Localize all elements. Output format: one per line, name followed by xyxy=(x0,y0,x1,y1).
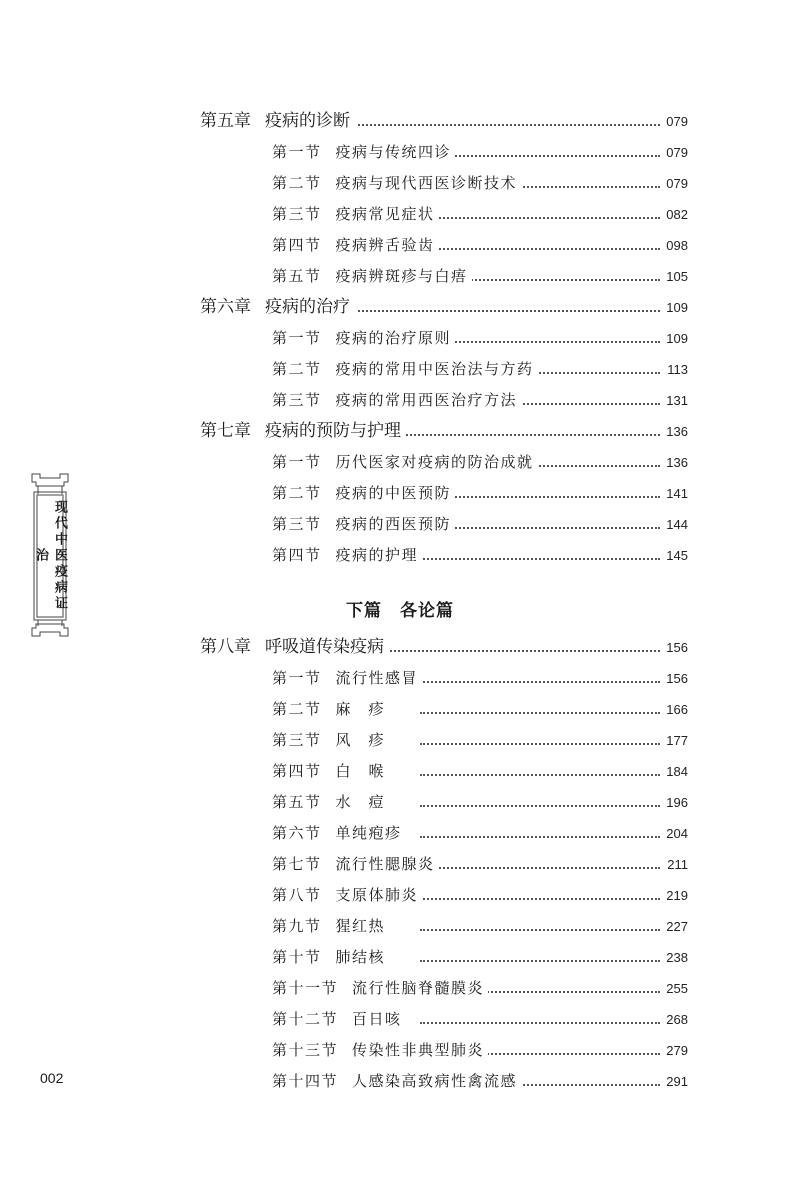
toc-leader-dots xyxy=(420,836,660,838)
toc-entry-title: 流行性脑脊髓膜炎 xyxy=(352,979,485,997)
toc-entry-title: 疫病辨斑疹与白痦 xyxy=(335,267,468,285)
toc-page-number: 211 xyxy=(663,852,688,876)
toc-page-number: 113 xyxy=(663,357,688,381)
toc-entry-number: 第四节 xyxy=(272,546,322,564)
toc-entry-title: 疫病的常用中医治法与方药 xyxy=(335,360,534,378)
toc-page-number: 098 xyxy=(662,233,688,257)
toc-entry-label xyxy=(272,945,389,969)
toc-entry-label xyxy=(200,295,354,319)
toc-entry-number: 第三节 xyxy=(272,391,322,409)
toc-entry-title: 疫病与现代西医诊断技术 xyxy=(335,174,518,192)
toc-leader-dots xyxy=(420,496,660,498)
toc-page-number: 136 xyxy=(662,419,688,443)
toc-entry-title: 疫病常见症状 xyxy=(335,205,435,223)
toc-entry-number: 第十节 xyxy=(272,948,322,966)
toc-leader-dots xyxy=(420,558,660,560)
toc-section-row xyxy=(0,976,800,1000)
toc-page-number: 204 xyxy=(662,821,688,845)
toc-entry-label xyxy=(272,140,455,164)
toc-section-row xyxy=(0,1069,800,1093)
toc-entry-label xyxy=(272,1069,521,1093)
toc-section-row xyxy=(0,666,800,690)
toc-entry-label xyxy=(272,450,538,474)
toc-page-number: 156 xyxy=(662,635,688,659)
toc-entry-title: 疫病与传统四诊 xyxy=(335,143,452,161)
toc-leader-dots xyxy=(420,155,660,157)
toc-page-number: 136 xyxy=(662,450,688,474)
toc-leader-dots xyxy=(420,867,660,869)
toc-entry-title: 风 疹 xyxy=(335,731,386,749)
toc-entry-number: 第十三节 xyxy=(272,1041,339,1059)
part-subtitle: 各论篇 xyxy=(400,601,454,621)
toc-entry-number: 第二节 xyxy=(272,484,322,502)
toc-entry-number: 第一节 xyxy=(272,669,322,687)
toc-chapter-row xyxy=(0,295,800,319)
toc-page-number: 145 xyxy=(662,543,688,567)
toc-entry-label xyxy=(200,419,405,443)
toc-entry-label xyxy=(272,666,422,690)
toc-entry-number: 第八节 xyxy=(272,886,322,904)
toc-entry-label xyxy=(272,852,439,876)
toc-entry-number: 第一节 xyxy=(272,329,322,347)
toc-entry-title: 流行性感冒 xyxy=(335,669,419,687)
toc-entry-title: 百日咳 xyxy=(352,1010,402,1028)
toc-leader-dots xyxy=(358,124,660,126)
toc-leader-dots xyxy=(420,217,660,219)
toc-entry-number: 第二节 xyxy=(272,360,322,378)
toc-page-number: 144 xyxy=(662,512,688,536)
toc-entry-number: 第十四节 xyxy=(272,1072,339,1090)
toc-entry-number: 第三节 xyxy=(272,515,322,533)
toc-entry-label xyxy=(272,543,422,567)
toc-entry-number: 第四节 xyxy=(272,236,322,254)
toc-entry-label xyxy=(272,326,455,350)
toc-page-number: 255 xyxy=(662,976,688,1000)
toc-section-row xyxy=(0,171,800,195)
toc-section-row xyxy=(0,914,800,938)
toc-page-number: 079 xyxy=(662,140,688,164)
toc-entry-number: 第一节 xyxy=(272,453,322,471)
toc-page-number: 279 xyxy=(662,1038,688,1062)
toc-entry-title: 疫病的护理 xyxy=(335,546,419,564)
toc-leader-dots xyxy=(420,898,660,900)
toc-page-number: 238 xyxy=(662,945,688,969)
toc-entry-number: 第二节 xyxy=(272,700,322,718)
side-tab xyxy=(26,470,74,640)
toc-entry-number: 第十一节 xyxy=(272,979,339,997)
toc-entry-label xyxy=(272,1007,406,1031)
toc-entry-title: 疫病的治疗原则 xyxy=(335,329,452,347)
toc-entry-title: 疫病的诊断 xyxy=(265,111,350,131)
toc-entry-title: 传染性非典型肺炎 xyxy=(352,1041,485,1059)
toc-section-row xyxy=(0,450,800,474)
toc-section-row xyxy=(0,357,800,381)
toc-chapter-row xyxy=(0,109,800,133)
toc-section-row xyxy=(0,728,800,752)
toc-page-number: 196 xyxy=(662,790,688,814)
toc-entry-label xyxy=(272,728,389,752)
part-heading xyxy=(0,596,800,621)
toc-section-row xyxy=(0,140,800,164)
toc-leader-dots xyxy=(420,774,660,776)
toc-entry-number: 第四节 xyxy=(272,762,322,780)
toc-entry-number: 第六节 xyxy=(272,824,322,842)
toc-page-number: 105 xyxy=(662,264,688,288)
toc-section-row xyxy=(0,945,800,969)
toc-page-number: 079 xyxy=(662,171,688,195)
toc-entry-title: 疫病的预防与护理 xyxy=(265,421,401,441)
toc-entry-label xyxy=(272,233,439,257)
toc-entry-title: 肺结核 xyxy=(335,948,386,966)
toc-entry-title: 疫病辨舌验齿 xyxy=(335,236,435,254)
toc-section-row xyxy=(0,388,800,412)
part-name: 下篇 xyxy=(346,601,382,621)
toc-leader-dots xyxy=(420,248,660,250)
toc-leader-dots xyxy=(420,743,660,745)
toc-entry-label xyxy=(272,264,472,288)
toc-entry-number: 第一节 xyxy=(272,143,322,161)
toc-leader-dots xyxy=(420,341,660,343)
toc-page-number: 268 xyxy=(662,1007,688,1031)
toc-entry-title: 疫病的治疗 xyxy=(265,297,350,317)
toc-entry-label xyxy=(272,976,488,1000)
toc-entry-title: 呼吸道传染疫病 xyxy=(265,637,384,657)
toc-entry-number: 第三节 xyxy=(272,731,322,749)
toc-entry-title: 疫病的常用西医治疗方法 xyxy=(335,391,518,409)
toc-page-number: 131 xyxy=(662,388,688,412)
toc-leader-dots xyxy=(420,805,660,807)
toc-entry-number: 第八章 xyxy=(200,637,251,657)
toc-page-number: 227 xyxy=(662,914,688,938)
toc-entry-number: 第七节 xyxy=(272,855,322,873)
toc-entry-label xyxy=(272,821,406,845)
page-number: 002 xyxy=(40,1070,64,1086)
side-tab-title: 现代中医疫病证治 xyxy=(33,500,67,612)
toc-entry-number: 第六章 xyxy=(200,297,251,317)
toc-entry-label xyxy=(272,759,389,783)
toc-entry-title: 流行性腮腺炎 xyxy=(335,855,435,873)
toc-entry-label xyxy=(272,202,439,226)
toc-page-number: 141 xyxy=(662,481,688,505)
toc-entry-number: 第九节 xyxy=(272,917,322,935)
toc-section-row xyxy=(0,1038,800,1062)
toc-section-row xyxy=(0,264,800,288)
toc-page-number: 156 xyxy=(662,666,688,690)
toc-section-row xyxy=(0,233,800,257)
toc-entry-label xyxy=(200,109,354,133)
toc-entry-number: 第十二节 xyxy=(272,1010,339,1028)
toc-entry-title: 猩红热 xyxy=(335,917,386,935)
toc-entry-number: 第二节 xyxy=(272,174,322,192)
toc-entry-title: 单纯疱疹 xyxy=(335,824,402,842)
toc-entry-title: 历代医家对疫病的防治成就 xyxy=(335,453,534,471)
toc-section-row xyxy=(0,821,800,845)
toc-entry-number: 第三节 xyxy=(272,205,322,223)
toc-entry-title: 水 痘 xyxy=(335,793,386,811)
toc-section-row xyxy=(0,697,800,721)
toc-page-number: 082 xyxy=(662,202,688,226)
toc-entry-title: 人感染高致病性禽流感 xyxy=(352,1072,518,1090)
toc-entry-label xyxy=(272,171,521,195)
toc-entry-label xyxy=(272,388,521,412)
toc-section-row xyxy=(0,759,800,783)
toc-entry-title: 麻 疹 xyxy=(335,700,386,718)
toc-entry-number: 第五节 xyxy=(272,267,322,285)
toc-entry-label xyxy=(272,1038,488,1062)
toc-leader-dots xyxy=(420,712,660,714)
toc-section-row xyxy=(0,202,800,226)
toc-page-number: 109 xyxy=(662,295,688,319)
toc-entry-label xyxy=(200,635,388,659)
toc-entry-number: 第五章 xyxy=(200,111,251,131)
toc-page-number: 109 xyxy=(662,326,688,350)
toc-page-number: 219 xyxy=(662,883,688,907)
toc-chapter-row xyxy=(0,635,800,659)
toc-entry-label xyxy=(272,914,389,938)
toc-section-row xyxy=(0,512,800,536)
toc-page-number: 166 xyxy=(662,697,688,721)
toc-entry-label xyxy=(272,512,455,536)
toc-entry-label xyxy=(272,790,389,814)
toc-entry-label xyxy=(272,883,422,907)
toc-leader-dots xyxy=(358,310,660,312)
toc-page-number: 079 xyxy=(662,109,688,133)
toc-page-number: 184 xyxy=(662,759,688,783)
toc-leader-dots xyxy=(420,681,660,683)
toc-entry-label xyxy=(272,481,455,505)
toc-entry-title: 支原体肺炎 xyxy=(335,886,419,904)
toc-section-row xyxy=(0,790,800,814)
toc-entry-title: 疫病的中医预防 xyxy=(335,484,452,502)
toc-section-row xyxy=(0,1007,800,1031)
toc-section-row xyxy=(0,852,800,876)
toc-entry-title: 白 喉 xyxy=(335,762,386,780)
toc-entry-number: 第七章 xyxy=(200,421,251,441)
toc-entry-label xyxy=(272,697,389,721)
toc-entry-number: 第五节 xyxy=(272,793,322,811)
toc-section-row xyxy=(0,543,800,567)
toc-leader-dots xyxy=(420,929,660,931)
toc-chapter-row xyxy=(0,419,800,443)
toc-leader-dots xyxy=(420,960,660,962)
toc-leader-dots xyxy=(420,527,660,529)
toc-leader-dots xyxy=(358,650,660,652)
toc-entry-label xyxy=(272,357,538,381)
toc-entry-title: 疫病的西医预防 xyxy=(335,515,452,533)
toc-section-row xyxy=(0,883,800,907)
toc-section-row xyxy=(0,481,800,505)
toc-page-number: 291 xyxy=(662,1069,688,1093)
toc-page-number: 177 xyxy=(662,728,688,752)
toc-leader-dots xyxy=(420,1022,660,1024)
toc-section-row xyxy=(0,326,800,350)
